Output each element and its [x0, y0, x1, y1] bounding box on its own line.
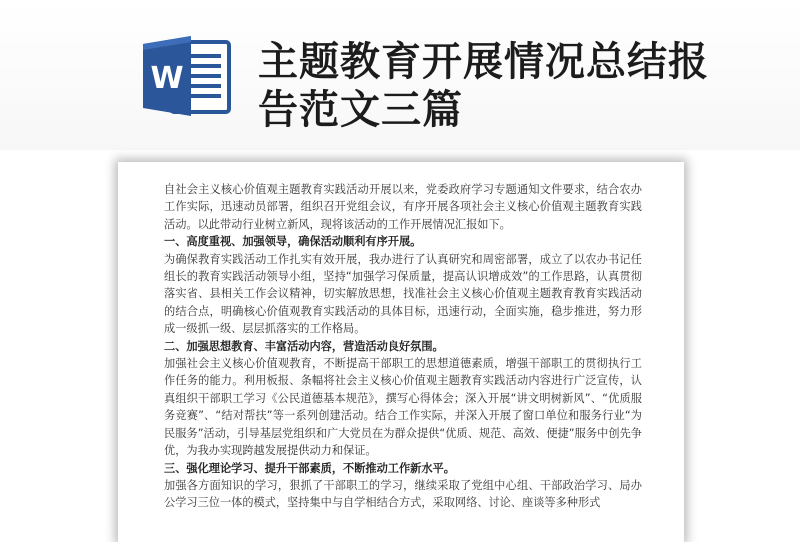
section-heading: 二、加强思想教育、丰富活动内容，营造活动良好氛围。 [164, 339, 444, 353]
section-heading: 一、高度重视、加强领导，确保活动顺利有序开展。 [164, 235, 422, 249]
body-paragraph: 为确保教育实践活动工作扎实有效开展，我办进行了认真研究和周密部署，成立了以农办书记任组长的教育实践活动领导小组，坚持“加强学习保质量，提高认识增成效”的工作思路，认真贯彻落实省、县相关工作会议精神，切实解放思想，找准社会主义核心价值观主题教育教育实践活动的结合点，明确核心价值观教育实践活动的具体目标，迅速行动，全面实施，稳步推进，努力形成一级抓一级、层层抓落实的工作格局。 [164, 252, 642, 336]
word-icon-letter: W [150, 61, 184, 96]
body-paragraph: 加强各方面知识的学习，狠抓了干部职工的学习，继续采取了党组中心组、干部政治学习、局办公学习三位一体的模式，坚持集中与自学相结合方式，采取网络、讨论、座谈等多种形式 [164, 478, 642, 510]
body-paragraph: 自社会主义核心价值观主题教育实践活动开展以来，党委政府学习专题通知文件要求，结合农办工作实际，迅速动员部署，组织召开党组会议，有序开展各项社会主义核心价值观主题教育实践活动。以此带动行业树立新风，现将该活动的工作开展情况汇报如下。 [164, 183, 642, 231]
page-title: 主题教育开展情况总结报告范文三篇 [258, 39, 709, 133]
document-body [164, 181, 642, 512]
word-document-icon [141, 34, 233, 118]
section-heading: 三、强化理论学习、提升干部素质，不断推动工作新水平。 [164, 461, 455, 475]
body-paragraph: 加强社会主义核心价值观教育，不断提高干部职工的思想道德素质，增强干部职工的贯彻执行工作任务的能力。利用板报、条幅将社会主义核心价值观主题教育实践活动内容进行广泛宣传，认真组织干部职工学习《公民道德基本规范》，撰写心得体会；深入开展“讲文明树新风”、“优质服务竞赛”、“结对帮扶”等一系列创建活动。结合工作实际，并深入开展了窗口单位和服务行业“为民服务”活动，引导基层党组织和广大党员在为群众提供“优质、规范、高效、便捷”服务中创先争优，为我办实现跨越发展提供动力和保证。 [164, 357, 642, 458]
